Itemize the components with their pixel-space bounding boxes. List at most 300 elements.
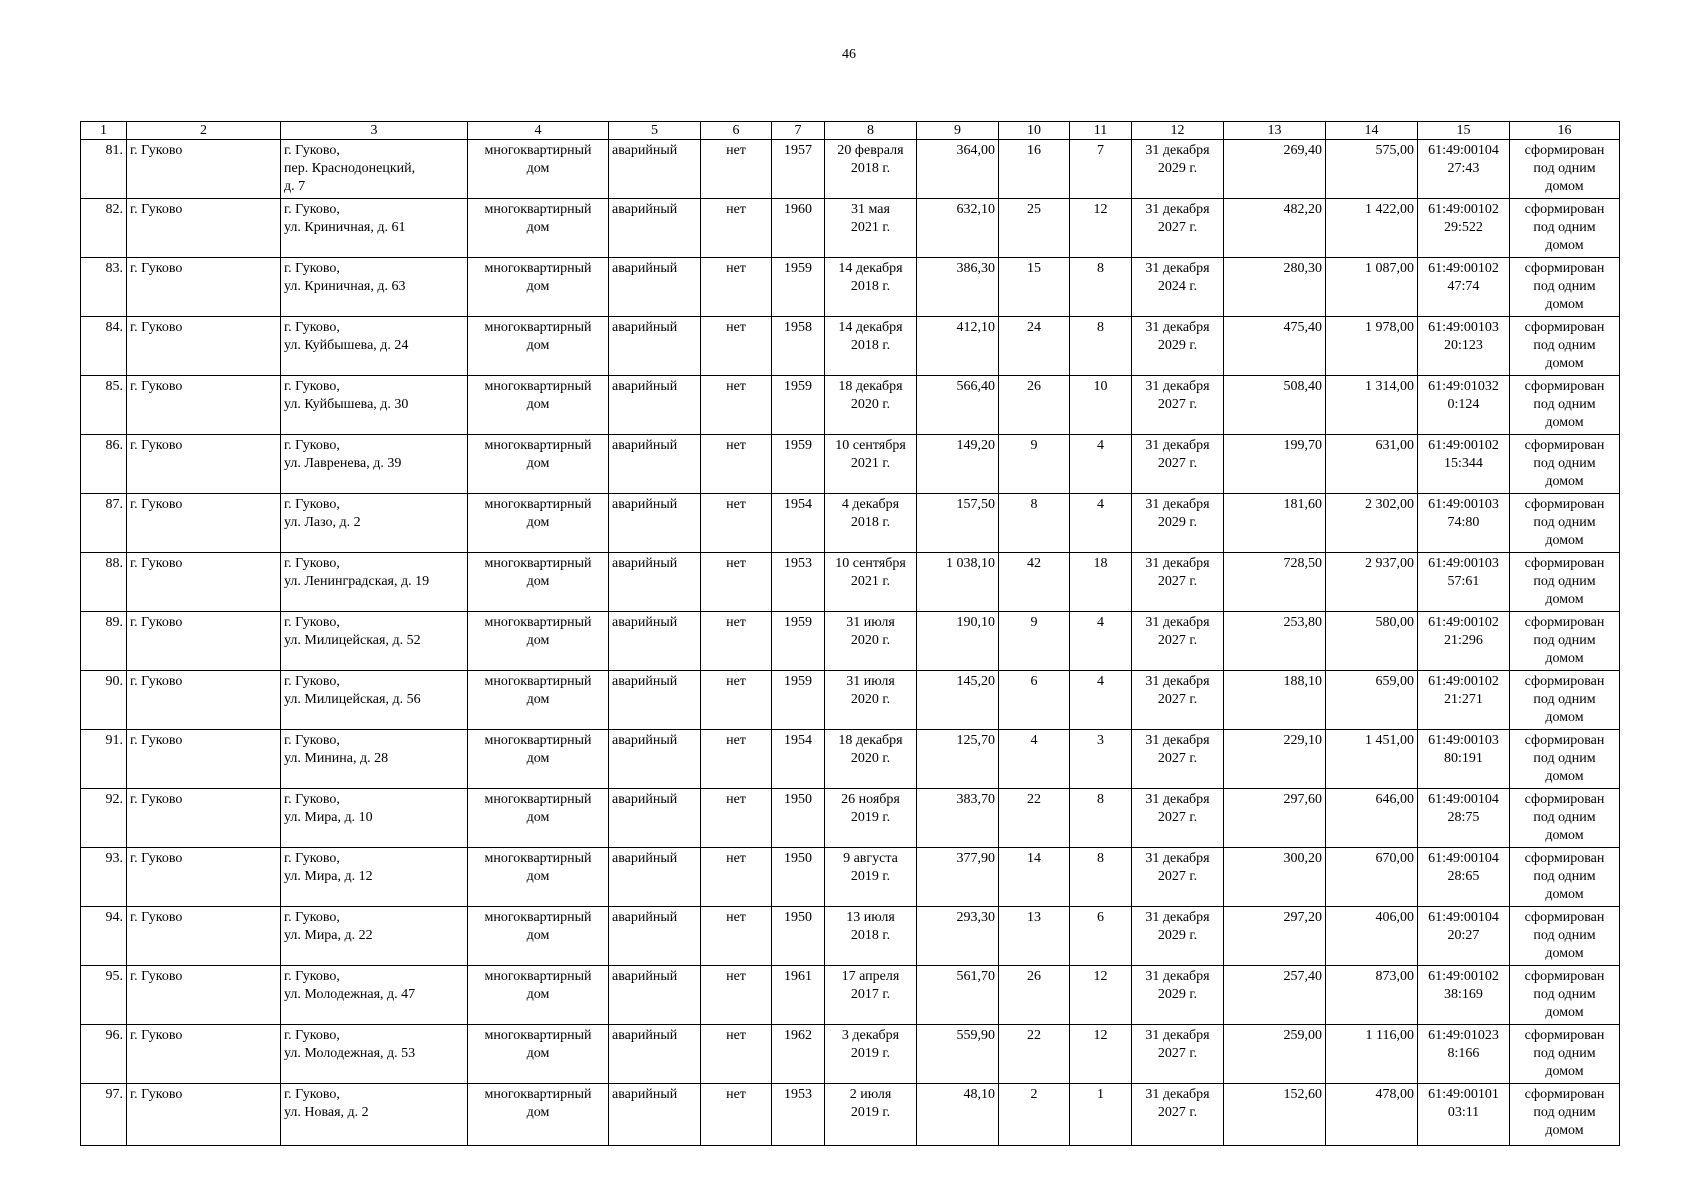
year-cell: 1950: [772, 848, 825, 907]
land-area-cell: 152,60: [1224, 1084, 1326, 1146]
area-cell: 561,70: [917, 966, 999, 1025]
recognition-date-cell: 14 декабря 2018 г.: [825, 258, 917, 317]
value-cell: 1 451,00: [1326, 730, 1418, 789]
table-row: [81, 1025, 1620, 1084]
area-cell: 149,20: [917, 435, 999, 494]
city-cell: г. Гуково: [127, 435, 281, 494]
building-type-cell: многоквартирный дом: [468, 1084, 609, 1146]
recognition-date-cell: 17 апреля 2017 г.: [825, 966, 917, 1025]
column-header-9: 9: [917, 122, 999, 140]
flag-cell: нет: [701, 789, 772, 848]
flag-cell: нет: [701, 376, 772, 435]
note-cell: сформирован под одним домом: [1510, 966, 1620, 1025]
cadastral-number-cell: 61:49:00102 21:271: [1418, 671, 1510, 730]
area-cell: 364,00: [917, 140, 999, 199]
year-cell: 1954: [772, 730, 825, 789]
address-cell: г. Гуково, ул. Молодежная, д. 47: [281, 966, 468, 1025]
area-cell: 386,30: [917, 258, 999, 317]
city-cell: г. Гуково: [127, 612, 281, 671]
status-cell: аварийный: [609, 553, 701, 612]
year-cell: 1961: [772, 966, 825, 1025]
value-cell: 478,00: [1326, 1084, 1418, 1146]
year-cell: 1960: [772, 199, 825, 258]
city-cell: г. Гуково: [127, 1084, 281, 1146]
note-cell: сформирован под одним домом: [1510, 1025, 1620, 1084]
recognition-date-cell: 4 декабря 2018 г.: [825, 494, 917, 553]
table-row: [81, 789, 1620, 848]
table-row: [81, 258, 1620, 317]
cadastral-number-cell: 61:49:00102 47:74: [1418, 258, 1510, 317]
status-cell: аварийный: [609, 258, 701, 317]
city-cell: г. Гуково: [127, 553, 281, 612]
table-row: [81, 907, 1620, 966]
units-cell: 10: [1070, 376, 1132, 435]
table-row: [81, 612, 1620, 671]
units-cell: 1: [1070, 1084, 1132, 1146]
units-cell: 7: [1070, 140, 1132, 199]
status-cell: аварийный: [609, 907, 701, 966]
land-area-cell: 269,40: [1224, 140, 1326, 199]
city-cell: г. Гуково: [127, 494, 281, 553]
residents-cell: 26: [999, 966, 1070, 1025]
units-cell: 3: [1070, 730, 1132, 789]
value-cell: 580,00: [1326, 612, 1418, 671]
table-row: [81, 848, 1620, 907]
table-row: [81, 199, 1620, 258]
residents-cell: 14: [999, 848, 1070, 907]
units-cell: 4: [1070, 612, 1132, 671]
row-number: 90.: [81, 671, 127, 730]
status-cell: аварийный: [609, 140, 701, 199]
note-cell: сформирован под одним домом: [1510, 1084, 1620, 1146]
row-number: 83.: [81, 258, 127, 317]
year-cell: 1950: [772, 789, 825, 848]
table-row: [81, 140, 1620, 199]
residents-cell: 6: [999, 671, 1070, 730]
units-cell: 12: [1070, 966, 1132, 1025]
address-cell: г. Гуково, ул. Минина, д. 28: [281, 730, 468, 789]
flag-cell: нет: [701, 258, 772, 317]
building-type-cell: многоквартирный дом: [468, 612, 609, 671]
city-cell: г. Гуково: [127, 966, 281, 1025]
recognition-date-cell: 2 июля 2019 г.: [825, 1084, 917, 1146]
year-cell: 1959: [772, 435, 825, 494]
flag-cell: нет: [701, 966, 772, 1025]
recognition-date-cell: 18 декабря 2020 г.: [825, 730, 917, 789]
cadastral-number-cell: 61:49:00102 38:169: [1418, 966, 1510, 1025]
column-header-16: 16: [1510, 122, 1620, 140]
flag-cell: нет: [701, 317, 772, 376]
building-type-cell: многоквартирный дом: [468, 258, 609, 317]
area-cell: 145,20: [917, 671, 999, 730]
table-row: [81, 1084, 1620, 1146]
residents-cell: 26: [999, 376, 1070, 435]
address-cell: г. Гуково, ул. Милицейская, д. 56: [281, 671, 468, 730]
year-cell: 1959: [772, 376, 825, 435]
cadastral-number-cell: 61:49:00104 28:65: [1418, 848, 1510, 907]
row-number: 81.: [81, 140, 127, 199]
row-number: 95.: [81, 966, 127, 1025]
land-area-cell: 229,10: [1224, 730, 1326, 789]
deadline-cell: 31 декабря 2029 г.: [1132, 140, 1224, 199]
address-cell: г. Гуково, ул. Новая, д. 2: [281, 1084, 468, 1146]
year-cell: 1953: [772, 1084, 825, 1146]
units-cell: 4: [1070, 494, 1132, 553]
column-number-header-row: [81, 122, 1620, 140]
deadline-cell: 31 декабря 2027 г.: [1132, 1084, 1224, 1146]
year-cell: 1958: [772, 317, 825, 376]
land-area-cell: 728,50: [1224, 553, 1326, 612]
table-row: [81, 966, 1620, 1025]
units-cell: 6: [1070, 907, 1132, 966]
recognition-date-cell: 14 декабря 2018 г.: [825, 317, 917, 376]
deadline-cell: 31 декабря 2029 г.: [1132, 494, 1224, 553]
note-cell: сформирован под одним домом: [1510, 258, 1620, 317]
land-area-cell: 300,20: [1224, 848, 1326, 907]
area-cell: 190,10: [917, 612, 999, 671]
residents-cell: 25: [999, 199, 1070, 258]
cadastral-number-cell: 61:49:00103 74:80: [1418, 494, 1510, 553]
column-header-3: 3: [281, 122, 468, 140]
address-cell: г. Гуково, ул. Куйбышева, д. 30: [281, 376, 468, 435]
address-cell: г. Гуково, ул. Мира, д. 12: [281, 848, 468, 907]
units-cell: 4: [1070, 435, 1132, 494]
residents-cell: 22: [999, 789, 1070, 848]
deadline-cell: 31 декабря 2027 г.: [1132, 199, 1224, 258]
area-cell: 125,70: [917, 730, 999, 789]
deadline-cell: 31 декабря 2024 г.: [1132, 258, 1224, 317]
residents-cell: 24: [999, 317, 1070, 376]
column-header-5: 5: [609, 122, 701, 140]
building-type-cell: многоквартирный дом: [468, 435, 609, 494]
row-number: 87.: [81, 494, 127, 553]
year-cell: 1957: [772, 140, 825, 199]
building-type-cell: многоквартирный дом: [468, 730, 609, 789]
flag-cell: нет: [701, 553, 772, 612]
note-cell: сформирован под одним домом: [1510, 789, 1620, 848]
recognition-date-cell: 9 августа 2019 г.: [825, 848, 917, 907]
housing-registry-table: [80, 121, 1620, 1146]
value-cell: 2 302,00: [1326, 494, 1418, 553]
row-number: 94.: [81, 907, 127, 966]
area-cell: 412,10: [917, 317, 999, 376]
value-cell: 1 422,00: [1326, 199, 1418, 258]
city-cell: г. Гуково: [127, 789, 281, 848]
value-cell: 1 978,00: [1326, 317, 1418, 376]
land-area-cell: 181,60: [1224, 494, 1326, 553]
land-area-cell: 259,00: [1224, 1025, 1326, 1084]
land-area-cell: 188,10: [1224, 671, 1326, 730]
land-area-cell: 199,70: [1224, 435, 1326, 494]
table-row: [81, 553, 1620, 612]
status-cell: аварийный: [609, 848, 701, 907]
table-row: [81, 671, 1620, 730]
cadastral-number-cell: 61:49:00103 57:61: [1418, 553, 1510, 612]
row-number: 85.: [81, 376, 127, 435]
deadline-cell: 31 декабря 2027 г.: [1132, 671, 1224, 730]
value-cell: 670,00: [1326, 848, 1418, 907]
area-cell: 157,50: [917, 494, 999, 553]
flag-cell: нет: [701, 1084, 772, 1146]
table-body: [81, 140, 1620, 1146]
land-area-cell: 257,40: [1224, 966, 1326, 1025]
row-number: 97.: [81, 1084, 127, 1146]
flag-cell: нет: [701, 907, 772, 966]
deadline-cell: 31 декабря 2029 г.: [1132, 907, 1224, 966]
status-cell: аварийный: [609, 966, 701, 1025]
units-cell: 8: [1070, 789, 1132, 848]
deadline-cell: 31 декабря 2027 г.: [1132, 730, 1224, 789]
residents-cell: 2: [999, 1084, 1070, 1146]
address-cell: г. Гуково, ул. Лавренева, д. 39: [281, 435, 468, 494]
note-cell: сформирован под одним домом: [1510, 907, 1620, 966]
column-header-13: 13: [1224, 122, 1326, 140]
cadastral-number-cell: 61:49:00102 29:522: [1418, 199, 1510, 258]
status-cell: аварийный: [609, 435, 701, 494]
flag-cell: нет: [701, 730, 772, 789]
cadastral-number-cell: 61:49:00104 28:75: [1418, 789, 1510, 848]
residents-cell: 42: [999, 553, 1070, 612]
table-row: [81, 494, 1620, 553]
building-type-cell: многоквартирный дом: [468, 494, 609, 553]
year-cell: 1953: [772, 553, 825, 612]
building-type-cell: многоквартирный дом: [468, 140, 609, 199]
cadastral-number-cell: 61:49:00104 20:27: [1418, 907, 1510, 966]
table-row: [81, 435, 1620, 494]
address-cell: г. Гуково, ул. Ленинградская, д. 19: [281, 553, 468, 612]
cadastral-number-cell: 61:49:01023 8:166: [1418, 1025, 1510, 1084]
recognition-date-cell: 31 июля 2020 г.: [825, 612, 917, 671]
row-number: 96.: [81, 1025, 127, 1084]
row-number: 82.: [81, 199, 127, 258]
units-cell: 12: [1070, 1025, 1132, 1084]
column-header-1: 1: [81, 122, 127, 140]
note-cell: сформирован под одним домом: [1510, 494, 1620, 553]
value-cell: 646,00: [1326, 789, 1418, 848]
land-area-cell: 280,30: [1224, 258, 1326, 317]
cadastral-number-cell: 61:49:00104 27:43: [1418, 140, 1510, 199]
value-cell: 406,00: [1326, 907, 1418, 966]
column-header-4: 4: [468, 122, 609, 140]
deadline-cell: 31 декабря 2027 г.: [1132, 1025, 1224, 1084]
building-type-cell: многоквартирный дом: [468, 1025, 609, 1084]
column-header-8: 8: [825, 122, 917, 140]
note-cell: сформирован под одним домом: [1510, 199, 1620, 258]
recognition-date-cell: 10 сентября 2021 г.: [825, 553, 917, 612]
year-cell: 1959: [772, 258, 825, 317]
city-cell: г. Гуково: [127, 1025, 281, 1084]
address-cell: г. Гуково, ул. Криничная, д. 63: [281, 258, 468, 317]
building-type-cell: многоквартирный дом: [468, 376, 609, 435]
recognition-date-cell: 13 июля 2018 г.: [825, 907, 917, 966]
land-area-cell: 508,40: [1224, 376, 1326, 435]
note-cell: сформирован под одним домом: [1510, 140, 1620, 199]
building-type-cell: многоквартирный дом: [468, 907, 609, 966]
column-header-15: 15: [1418, 122, 1510, 140]
city-cell: г. Гуково: [127, 907, 281, 966]
table-row: [81, 376, 1620, 435]
city-cell: г. Гуково: [127, 376, 281, 435]
building-type-cell: многоквартирный дом: [468, 848, 609, 907]
units-cell: 8: [1070, 258, 1132, 317]
note-cell: сформирован под одним домом: [1510, 848, 1620, 907]
status-cell: аварийный: [609, 199, 701, 258]
city-cell: г. Гуково: [127, 140, 281, 199]
recognition-date-cell: 20 февраля 2018 г.: [825, 140, 917, 199]
table-row: [81, 317, 1620, 376]
land-area-cell: 297,20: [1224, 907, 1326, 966]
row-number: 91.: [81, 730, 127, 789]
building-type-cell: многоквартирный дом: [468, 317, 609, 376]
address-cell: г. Гуково, ул. Мира, д. 22: [281, 907, 468, 966]
value-cell: 631,00: [1326, 435, 1418, 494]
building-type-cell: многоквартирный дом: [468, 553, 609, 612]
note-cell: сформирован под одним домом: [1510, 376, 1620, 435]
cadastral-number-cell: 61:49:00103 20:123: [1418, 317, 1510, 376]
address-cell: г. Гуково, ул. Криничная, д. 61: [281, 199, 468, 258]
status-cell: аварийный: [609, 494, 701, 553]
area-cell: 566,40: [917, 376, 999, 435]
value-cell: 1 087,00: [1326, 258, 1418, 317]
recognition-date-cell: 26 ноября 2019 г.: [825, 789, 917, 848]
column-header-2: 2: [127, 122, 281, 140]
area-cell: 559,90: [917, 1025, 999, 1084]
address-cell: г. Гуково, ул. Милицейская, д. 52: [281, 612, 468, 671]
area-cell: 1 038,10: [917, 553, 999, 612]
column-header-11: 11: [1070, 122, 1132, 140]
land-area-cell: 253,80: [1224, 612, 1326, 671]
address-cell: г. Гуково, пер. Краснодонецкий, д. 7: [281, 140, 468, 199]
flag-cell: нет: [701, 199, 772, 258]
note-cell: сформирован под одним домом: [1510, 612, 1620, 671]
city-cell: г. Гуково: [127, 317, 281, 376]
column-header-7: 7: [772, 122, 825, 140]
residents-cell: 13: [999, 907, 1070, 966]
building-type-cell: многоквартирный дом: [468, 671, 609, 730]
recognition-date-cell: 18 декабря 2020 г.: [825, 376, 917, 435]
cadastral-number-cell: 61:49:01032 0:124: [1418, 376, 1510, 435]
residents-cell: 8: [999, 494, 1070, 553]
deadline-cell: 31 декабря 2027 г.: [1132, 848, 1224, 907]
address-cell: г. Гуково, ул. Лазо, д. 2: [281, 494, 468, 553]
residents-cell: 4: [999, 730, 1070, 789]
row-number: 92.: [81, 789, 127, 848]
recognition-date-cell: 31 мая 2021 г.: [825, 199, 917, 258]
column-header-10: 10: [999, 122, 1070, 140]
status-cell: аварийный: [609, 612, 701, 671]
flag-cell: нет: [701, 612, 772, 671]
recognition-date-cell: 31 июля 2020 г.: [825, 671, 917, 730]
row-number: 84.: [81, 317, 127, 376]
deadline-cell: 31 декабря 2029 г.: [1132, 317, 1224, 376]
year-cell: 1959: [772, 671, 825, 730]
residents-cell: 15: [999, 258, 1070, 317]
units-cell: 8: [1070, 848, 1132, 907]
value-cell: 1 314,00: [1326, 376, 1418, 435]
flag-cell: нет: [701, 435, 772, 494]
building-type-cell: многоквартирный дом: [468, 199, 609, 258]
recognition-date-cell: 3 декабря 2019 г.: [825, 1025, 917, 1084]
year-cell: 1954: [772, 494, 825, 553]
units-cell: 8: [1070, 317, 1132, 376]
note-cell: сформирован под одним домом: [1510, 317, 1620, 376]
area-cell: 632,10: [917, 199, 999, 258]
flag-cell: нет: [701, 1025, 772, 1084]
year-cell: 1950: [772, 907, 825, 966]
flag-cell: нет: [701, 671, 772, 730]
residents-cell: 22: [999, 1025, 1070, 1084]
area-cell: 293,30: [917, 907, 999, 966]
units-cell: 12: [1070, 199, 1132, 258]
building-type-cell: многоквартирный дом: [468, 789, 609, 848]
units-cell: 4: [1070, 671, 1132, 730]
land-area-cell: 482,20: [1224, 199, 1326, 258]
building-type-cell: многоквартирный дом: [468, 966, 609, 1025]
note-cell: сформирован под одним домом: [1510, 730, 1620, 789]
value-cell: 1 116,00: [1326, 1025, 1418, 1084]
status-cell: аварийный: [609, 317, 701, 376]
city-cell: г. Гуково: [127, 730, 281, 789]
deadline-cell: 31 декабря 2027 г.: [1132, 376, 1224, 435]
land-area-cell: 297,60: [1224, 789, 1326, 848]
area-cell: 377,90: [917, 848, 999, 907]
residents-cell: 9: [999, 612, 1070, 671]
column-header-14: 14: [1326, 122, 1418, 140]
area-cell: 383,70: [917, 789, 999, 848]
deadline-cell: 31 декабря 2029 г.: [1132, 966, 1224, 1025]
note-cell: сформирован под одним домом: [1510, 671, 1620, 730]
note-cell: сформирован под одним домом: [1510, 553, 1620, 612]
value-cell: 575,00: [1326, 140, 1418, 199]
row-number: 86.: [81, 435, 127, 494]
cadastral-number-cell: 61:49:00102 21:296: [1418, 612, 1510, 671]
status-cell: аварийный: [609, 730, 701, 789]
units-cell: 18: [1070, 553, 1132, 612]
flag-cell: нет: [701, 140, 772, 199]
note-cell: сформирован под одним домом: [1510, 435, 1620, 494]
page-number: 46: [842, 47, 856, 62]
residents-cell: 16: [999, 140, 1070, 199]
status-cell: аварийный: [609, 376, 701, 435]
deadline-cell: 31 декабря 2027 г.: [1132, 612, 1224, 671]
year-cell: 1959: [772, 612, 825, 671]
address-cell: г. Гуково, ул. Куйбышева, д. 24: [281, 317, 468, 376]
row-number: 93.: [81, 848, 127, 907]
city-cell: г. Гуково: [127, 848, 281, 907]
city-cell: г. Гуково: [127, 671, 281, 730]
deadline-cell: 31 декабря 2027 г.: [1132, 435, 1224, 494]
row-number: 89.: [81, 612, 127, 671]
table-row: [81, 730, 1620, 789]
cadastral-number-cell: 61:49:00102 15:344: [1418, 435, 1510, 494]
cadastral-number-cell: 61:49:00103 80:191: [1418, 730, 1510, 789]
row-number: 88.: [81, 553, 127, 612]
status-cell: аварийный: [609, 671, 701, 730]
flag-cell: нет: [701, 848, 772, 907]
status-cell: аварийный: [609, 789, 701, 848]
column-header-6: 6: [701, 122, 772, 140]
residents-cell: 9: [999, 435, 1070, 494]
column-header-12: 12: [1132, 122, 1224, 140]
land-area-cell: 475,40: [1224, 317, 1326, 376]
flag-cell: нет: [701, 494, 772, 553]
address-cell: г. Гуково, ул. Молодежная, д. 53: [281, 1025, 468, 1084]
deadline-cell: 31 декабря 2027 г.: [1132, 789, 1224, 848]
area-cell: 48,10: [917, 1084, 999, 1146]
cadastral-number-cell: 61:49:00101 03:11: [1418, 1084, 1510, 1146]
year-cell: 1962: [772, 1025, 825, 1084]
value-cell: 659,00: [1326, 671, 1418, 730]
